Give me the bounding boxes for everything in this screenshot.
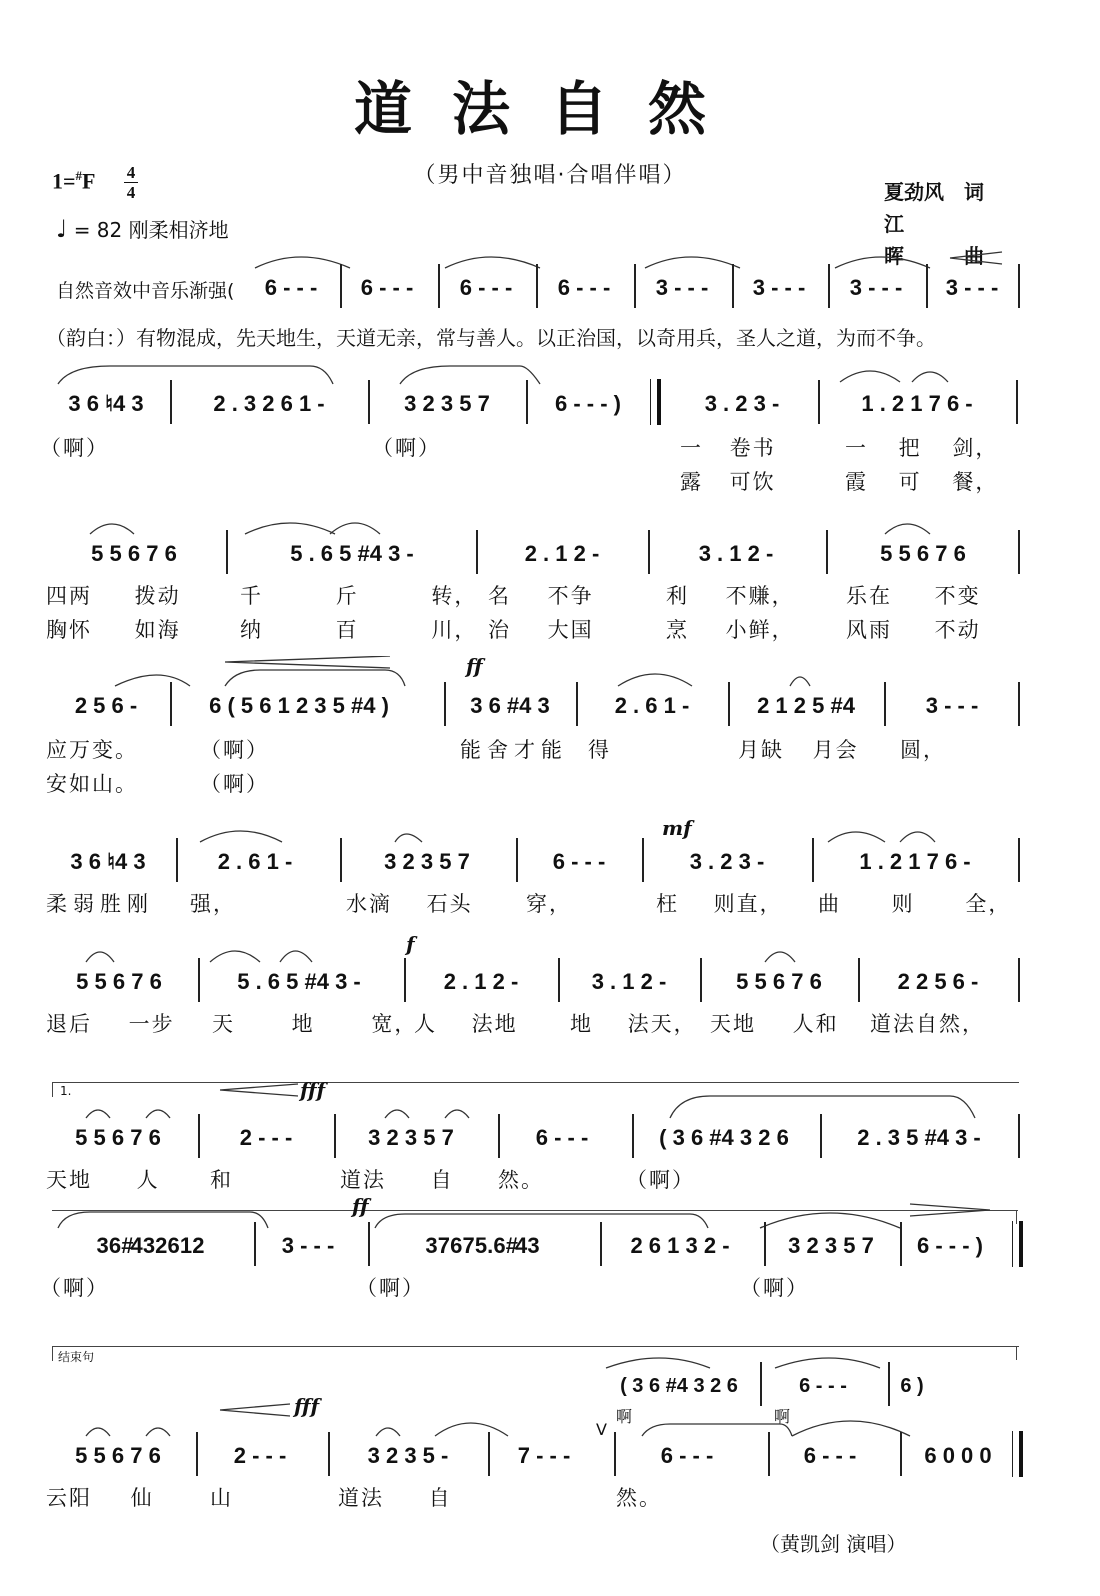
measure: 3 6 #4 3 2 6 1 2 [96,1233,202,1258]
barline [768,1432,770,1476]
system-3 [0,654,1100,796]
barline [170,682,172,726]
lyric: 乐在 不变 [846,584,981,608]
measure: 2 - - - [233,1443,287,1468]
lyric: 圆， [900,738,946,762]
lyric: 千 斤 转， [240,584,478,608]
lyric: （啊） [740,1276,809,1300]
lyric: 和 [210,1168,233,1192]
lyric: （啊） [40,1276,109,1300]
barline [884,682,886,726]
lyric: 山 [210,1486,233,1510]
barline [526,380,528,424]
measure: 3 6 ♮4 3 [70,849,146,874]
barline [198,958,200,1002]
barline [728,682,730,726]
lyric: 天 地 宽， [212,1012,418,1036]
barline [858,958,860,1002]
measure: 2 . 6 1 - [217,849,293,874]
measure: 1 . 2 1 7 6 - [861,391,973,416]
measure: 2 . 3 5 #4 3 - [857,1125,981,1150]
lyric: 烹 小鲜， [666,618,795,642]
barline [642,838,644,882]
measure: 6 ( 5 6 1 2 3 5 #4 ) [209,693,389,718]
measure: 3 7 6 7 5 . 6 #4 3 [425,1233,537,1258]
slurs [50,360,1030,386]
barline [700,958,702,1002]
lyric: 治 大国 [488,618,594,642]
volta-bracket-end [1016,1346,1017,1360]
system-4 [0,816,1100,916]
lyric: 一 卷书 [680,436,776,460]
measure: 3 6 ♮4 3 [68,391,144,416]
slurs [50,820,1030,844]
barline [368,1222,370,1266]
measure: 5 5 6 7 6 [75,1443,161,1468]
system-1 [0,384,1100,494]
measure: 1 . 2 1 7 6 - [859,849,971,874]
lyric: 然。 [498,1168,544,1192]
barline [1018,958,1020,1002]
barline [404,958,406,1002]
system-8 [0,1394,1100,1510]
lyric: 柔弱胜刚 [46,892,154,916]
measure: 3 6 #4 3 [470,693,550,718]
barline [198,1114,200,1158]
lyric: 霞 可 餐， [845,470,999,494]
intro-system [0,268,1100,308]
lyric: 风雨 不动 [846,618,981,642]
measure: 3 2 3 5 7 [384,849,470,874]
measure: 3 - - - [281,1233,335,1258]
barline [648,530,650,574]
lyric: （啊） [40,436,109,460]
measure: 3 2 3 5 7 [368,1125,454,1150]
measure: 6 - - - [803,1443,857,1468]
lyric: 强， [190,892,236,916]
lyric: 利 不赚， [666,584,795,608]
dynamic-marking: ff [352,1194,369,1218]
lyric: 人 法地 [414,1012,518,1036]
barline [196,1432,198,1476]
measure: 7 - - - [517,1443,571,1468]
measure: 2 . 3 2 6 1 - [213,391,325,416]
measure: 3 2 3 5 - [367,1443,449,1468]
barline [900,1432,902,1476]
measure: 5 5 6 7 6 [75,1125,161,1150]
barline [632,1114,634,1158]
measure: 3 2 3 5 7 [404,391,490,416]
slurs [50,656,1030,688]
barline [1018,1114,1020,1158]
lyric: （啊） [372,436,441,460]
measure: 2 5 6 - [74,693,138,718]
volta-label: 1. [60,1084,72,1098]
lyric: （啊） [626,1168,695,1192]
barline [334,1114,336,1158]
measure: 2 1 2 5 #4 [757,693,855,718]
volta-label: 结束句 [58,1350,95,1364]
measure: 2 - - - [239,1125,293,1150]
lyric: 天地 人 [46,1168,160,1192]
barline [818,380,820,424]
barline [516,838,518,882]
measure: 6 - - - ) [917,1233,983,1258]
dynamic-marking: fff [300,1078,326,1102]
measure: 2 . 1 2 - [524,541,600,566]
breath-mark: V [596,1420,607,1439]
dynamic-marking: mf [662,816,692,840]
lyricist: 夏劲风 词 [884,180,984,204]
lyric: 道法 自 [338,1486,452,1510]
lyric: 纳 百 川， [240,618,478,642]
slurs [40,1400,1030,1438]
measure: ( 3 6 #4 3 2 6 [620,1374,738,1397]
slurs [50,940,1030,964]
measure: 6 - - - [360,275,414,300]
dynamic-marking: fff [294,1394,320,1418]
system-5 [0,932,1100,1036]
measure: 6 - - - ) [555,391,621,416]
slurs [40,1082,1020,1120]
lyric: 一 把 剑， [845,436,999,460]
lyric: 四两 拨动 [46,584,181,608]
barline [812,838,814,882]
barline [900,1222,902,1266]
dynamic-marking: f [406,932,415,956]
measure: 6 - - - [535,1125,589,1150]
lyric: 安如山。 [46,772,138,796]
measure: 5 5 6 7 6 [91,541,177,566]
song-subtitle: （男中音独唱·合唱伴唱） [413,163,687,188]
intro-instruction: 自然音效中音乐渐强( [56,280,235,302]
lyric: 啊 [616,1407,635,1426]
barline [1018,530,1020,574]
measure: 6 ) [900,1374,924,1397]
barline [1018,264,1020,308]
barline [600,1222,602,1266]
measure: 2 . 6 1 - [614,693,690,718]
measure: 5 . 6 5 #4 3 - [290,541,414,566]
measure: 6 0 0 0 [924,1443,992,1468]
barline [170,380,172,424]
measure: 6 - - - [557,275,611,300]
measure: 6 - - - [799,1374,847,1397]
barline [368,380,370,424]
measure: 2 2 5 6 - [897,969,979,994]
barline [1018,682,1020,726]
barline [176,838,178,882]
barline [558,958,560,1002]
measure: 6 - - - [552,849,606,874]
barline [820,1114,822,1158]
measure: 2 . 1 2 - [443,969,519,994]
lyric: 露 可饮 [680,470,776,494]
lyric: 穿， [526,892,572,916]
lyric: 能舍才能 [460,738,568,762]
measure: 3 - - - [849,275,903,300]
key-signature: 1=#F [52,168,96,194]
lyric: 云阳 仙 [46,1486,154,1510]
quarter-note-icon: ♩ [56,215,68,243]
composer: 江 晖 曲 [884,212,984,268]
measure: ( 3 6 #4 3 2 6 [659,1125,789,1150]
barline [764,1222,766,1266]
barline [444,682,446,726]
barline [328,1432,330,1476]
measure: 5 5 6 7 6 [76,969,162,994]
lyric: 名 不争 [488,584,594,608]
time-signature: 4 4 [124,164,138,201]
barline [1016,380,1018,424]
lyric: （啊） [356,1276,425,1300]
barline [614,1432,616,1476]
final-barline [1012,1431,1023,1477]
measure: 5 5 6 7 6 [736,969,822,994]
measure: 5 . 6 5 #4 3 - [237,969,361,994]
system-7 [0,1194,1100,1300]
lyric: 曲 则 全， [818,892,1012,916]
barline [340,838,342,882]
system-6 [0,1078,1100,1192]
lyric: 月缺 月会 [738,738,859,762]
measure: 3 . 2 3 - [689,849,765,874]
tempo-marking: ♩ = 82 刚柔相济地 [56,215,229,243]
lyric: 枉 则直， [656,892,783,916]
lyric: 啊 [774,1407,793,1426]
measure: 3 . 1 2 - [698,541,774,566]
lyric: 水滴 石头 [346,892,473,916]
lyric: 地 法天， [570,1012,697,1036]
lyric: 应万变。 [46,738,138,762]
measure: 3 - - - [655,275,709,300]
barline [254,1222,256,1266]
lyric: 胸怀 如海 [46,618,181,642]
repeat-end-barline [1012,1221,1023,1267]
measure: 5 5 6 7 6 [880,541,966,566]
barline [498,1114,500,1158]
measure: 3 - - - [925,693,979,718]
measure: 6 - - - [264,275,318,300]
measure: 6 - - - [660,1443,714,1468]
barline [488,1432,490,1476]
dynamic-marking: ff [466,654,483,678]
lyric: 得 [588,738,611,762]
barline [826,530,828,574]
barline [1018,838,1020,882]
measure: 3 . 1 2 - [591,969,667,994]
lyric: 然。 [616,1486,662,1510]
measure: 3 . 2 3 - [704,391,780,416]
measure: 3 2 3 5 7 [788,1233,874,1258]
lyric: （啊） [200,772,269,796]
measure: 2 6 1 3 2 - [630,1233,730,1258]
performer-credit: （黄凯剑 演唱） [760,1532,907,1556]
sharp-accidental: # [75,168,83,183]
lyric: 道法自然， [870,1012,985,1036]
lyric: 道法 自 [340,1168,454,1192]
measure: 3 - - - [945,275,999,300]
barline [226,530,228,574]
measure: 3 - - - [752,275,806,300]
slurs [50,512,1030,536]
recitation-text: （韵白：）有物混成，先天地生，天道无亲，常与善人。以正治国，以奇用兵，圣人之道，为而不争。 [46,326,936,350]
lyric: 天地 人和 [710,1012,839,1036]
barline [576,682,578,726]
repeat-start-barline [650,379,661,425]
measure: 6 - - - [459,275,513,300]
system-2 [0,534,1100,642]
lyric: （啊） [200,738,269,762]
barline [476,530,478,574]
song-title: 道法自然 [353,75,746,143]
lyric: 退后 一步 [46,1012,175,1036]
